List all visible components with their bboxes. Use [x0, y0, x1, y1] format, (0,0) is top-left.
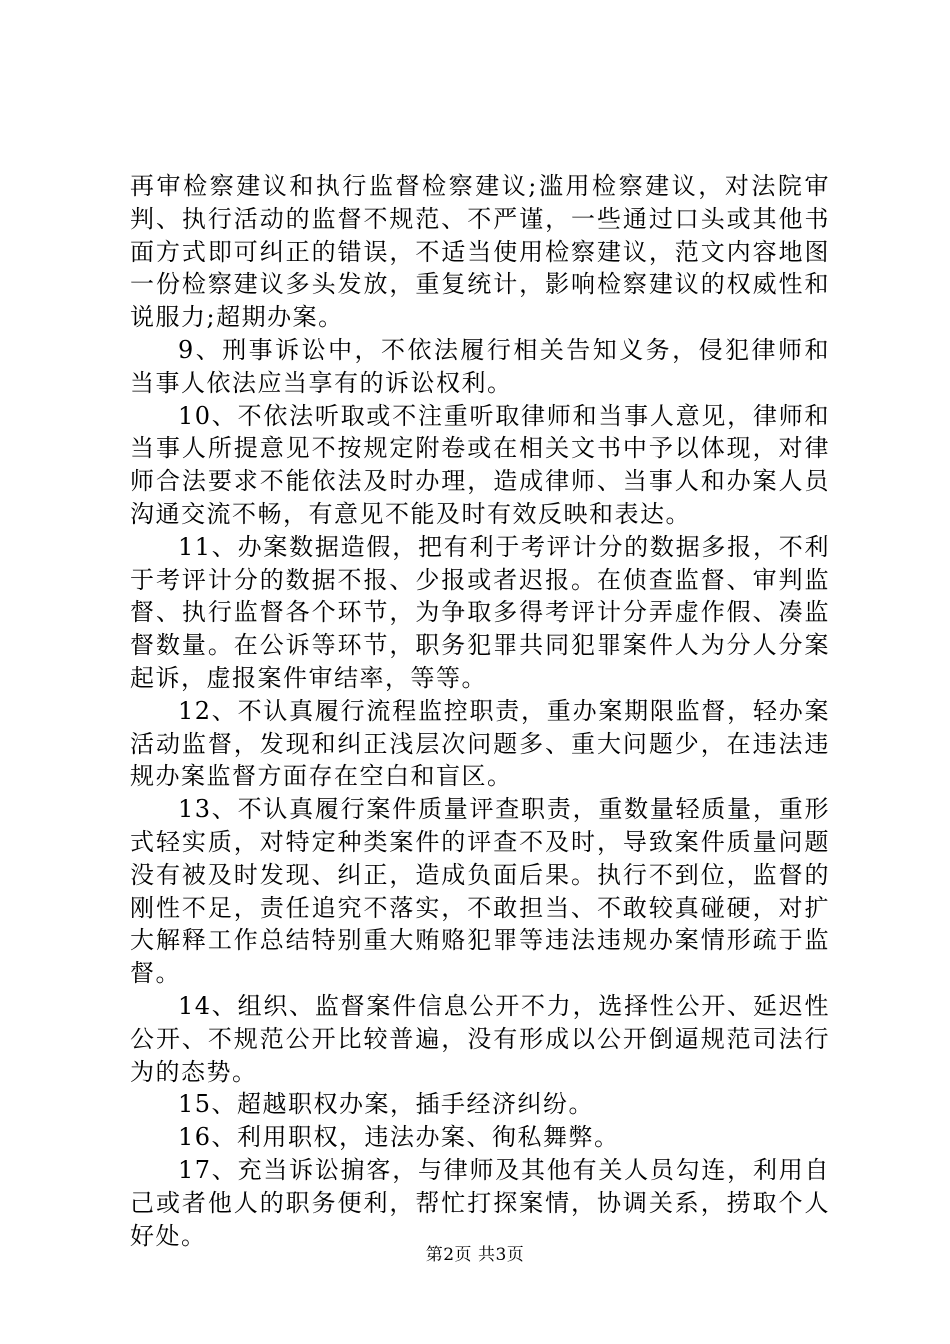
paragraph-item-9: 9、刑事诉讼中，不依法履行相关告知义务，侵犯律师和当事人依法应当享有的诉讼权利。 — [130, 335, 830, 397]
paragraph-item-12: 12、不认真履行流程监控职责，重办案期限监督，轻办案活动监督，发现和纠正浅层次问题多、重大问题少，在违法违规办案监督方面存在空白和盲区。 — [130, 696, 830, 791]
paragraph-item-11: 11、办案数据造假，把有利于考评计分的数据多报，不利于考评计分的数据不报、少报或者迟报。在侦查监督、审判监督、执行监督各个环节，为争取多得考评计分弄虚作假、凑监督数量。在公诉等环节，职务犯罪共同犯罪案件人为分人分案起诉，虚报案件审结率，等等。 — [130, 532, 830, 692]
paragraph-item-13: 13、不认真履行案件质量评查职责，重数量轻质量，重形式轻实质，对特定种类案件的评查不及时，导致案件质量问题没有被及时发现、纠正，造成负面后果。执行不到位，监督的刚性不足，责任追究不落实，不敢担当、不敢较真碰硬，对扩大解释工作总结特别重大贿赂犯罪等违法违规办案情形疏于监督。 — [130, 795, 830, 988]
paragraph-item-17: 17、充当诉讼掮客，与律师及其他有关人员勾连，利用自己或者他人的职务便利，帮忙打探案情，协调关系，捞取个人好处。 — [130, 1155, 830, 1250]
paragraph-continuation: 再审检察建议和执行监督检察建议;滥用检察建议，对法院审判、执行活动的监督不规范、不严谨，一些通过口头或其他书面方式即可纠正的错误，不适当使用检察建议，范文内容地图一份检察建议多头发放，重复统计，影响检察建议的权威性和说服力;超期办案。 — [130, 172, 830, 332]
paragraph-item-14: 14、组织、监督案件信息公开不力，选择性公开、延迟性公开、不规范公开比较普遍，没有形成以公开倒逼规范司法行为的态势。 — [130, 991, 830, 1086]
paragraph-item-15: 15、超越职权办案，插手经济纠纷。 — [178, 1090, 595, 1119]
document-body — [130, 170, 830, 1252]
paragraph-item-16: 16、利用职权，违法办案、徇私舞弊。 — [178, 1123, 620, 1152]
page-number-footer: 第2页 共3页 — [425, 1245, 525, 1265]
paragraph-item-10: 10、不依法听取或不注重听取律师和当事人意见，律师和当事人所提意见不按规定附卷或在相关文书中予以体现，对律师合法要求不能依法及时办理，造成律师、当事人和办案人员沟通交流不畅，有意见不能及时有效反映和表达。 — [130, 401, 830, 528]
